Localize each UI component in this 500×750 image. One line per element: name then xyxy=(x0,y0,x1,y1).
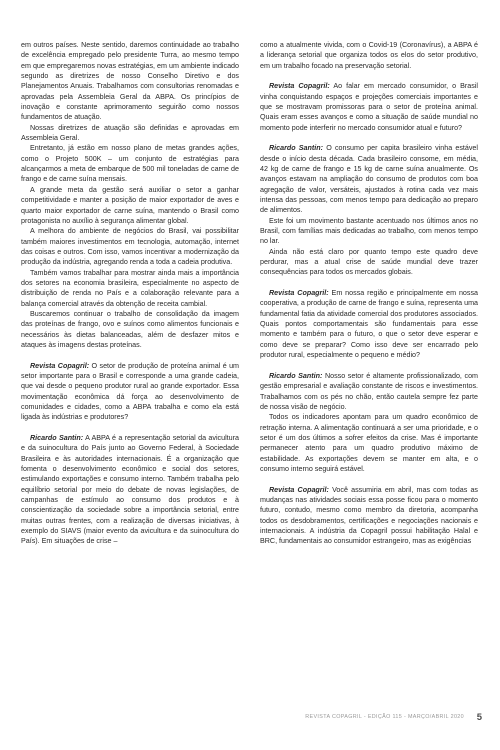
question-text: Ao falar em mercado consumidor, o Brasil vinha conquistando espaços e projeções comerciais importantes e que se mostravam promissoras para o setor de proteína animal. Quais eram esses avanços e como a situação de saúde mundial no momento pode interferir no mercado consumidor atual e futuro? xyxy=(260,82,478,132)
paragraph: Também vamos trabalhar para mostrar ainda mais a importância dos setores na economia brasileira, especialmente no aspecto de distribuição de renda no País e a colaboração relevante para a balança comercial através da obtenção de receita cambial. xyxy=(21,268,239,308)
paragraph: Nossas diretrizes de atuação são definidas e aprovadas em Assembleia Geral. xyxy=(21,123,239,143)
interviewee-label: Ricardo Santin: xyxy=(269,144,323,153)
paragraph: Buscaremos continuar o trabalho de consolidação da imagem das proteínas de frango, ovo e suínos como alimentos funcionais e necessários às dietas balanceadas, além de desfazer mitos e ataques às imagens destas proteínas. xyxy=(21,309,239,349)
question-text: Em nossa região e principalmente em nossa cooperativa, a produção de carne de frango e suína, representa uma fundamental fatia da atividade comercial dos produtores associados. Quais pontos comportamentais são fundamentais para esse momento e também para o futuro, o que o setor deve esperar e como deve se preparar? Como isso deve ser encarrado pelo produtor rural, especialmente o pequeno e médio? xyxy=(260,289,478,360)
paragraph: Todos os indicadores apontam para um quadro econômico de retração interna. A alimentação continuará a ser uma prioridade, e o setor é um dos últimos a sofrer efeitos da crise. Mas é importante permanecer atento para um quadro produtivo máximo de estabilidade. As exportações devem se manter em alta, e o consumo interno seguirá estável. xyxy=(260,413,478,473)
answer-text: Nosso setor é altamente profissionalizado, com gestão empresarial e avaliação constante de riscos e investimentos. Trabalhamos com os pés no chão, então cautela sempre fez parte de nossa visão de negócio. xyxy=(260,371,478,411)
paragraph: Este foi um movimento bastante acentuado nos últimos anos no Brasil, com famílias mais dedicadas ao trabalho, com menos tempo no lar. xyxy=(260,216,478,246)
page-footer xyxy=(0,713,500,725)
interviewer-label: Revista Copagril: xyxy=(269,289,329,298)
interview-question xyxy=(260,81,478,133)
page-number: 5 xyxy=(476,712,482,723)
answer-text: A ABPA é a representação setorial da avicultura e da suinocultura do País junto ao Governo Federal, à Sociedade Brasileira e às autoridades internacionais. É a organização que fomenta o desenvolvimento econômico e social dos setores, estimulando exportações e consumo interno. Também trabalha pelo equilíbrio setorial por meio do debate de novas legislações, de campanhas de estímulo ao consumo dos produtos e à conscientização da sociedade sobre a importância setorial, entre muitas outras frentes, com a realização de diversas iniciativas, à exemplo do SIAVS (maior evento da avicultura e da suinocultura do País). Em situações de crise – xyxy=(21,433,239,546)
publication-info: REVISTA COPAGRIL - EDIÇÃO 115 - MARÇO/ABRIL 2020 xyxy=(305,714,464,720)
right-column xyxy=(260,40,478,547)
paragraph: Entretanto, já estão em nosso plano de metas grandes ações, como o Projeto 500K – um conjunto de estratégias para alcançarmos a meta de embarque de 500 mil toneladas de carne de frango e de carne suína mensais. xyxy=(21,144,239,184)
interview-question xyxy=(260,288,478,360)
interview-question xyxy=(21,361,239,423)
paragraph: A melhora do ambiente de negócios do Brasil, vai possibilitar também maiores investimentos em tecnologia, automação, internet das coisas e outros. Com isso, vamos incentivar a modernização da produção da indústria, agregando renda a toda a cadeia produtiva. xyxy=(21,227,239,267)
interviewer-label: Revista Copagril: xyxy=(269,485,329,494)
interview-answer xyxy=(260,371,478,412)
interviewee-label: Ricardo Santin: xyxy=(269,371,323,380)
interviewer-label: Revista Copagril: xyxy=(30,361,90,370)
answer-text: O consumo per capita brasileiro vinha estável desde o início desta década. Cada brasileiro consome, em média, 42 kg de carne de frango e 15 kg de carne suína anualmente. Os avanços estavam na ampliação do consumo de produtos com boa agregação de valor, versáteis, ajustados à rotina cada vez mais intensa das pessoas, com menos tempo para dedicação ao preparo de alimentos. xyxy=(260,144,478,215)
interviewee-label: Ricardo Santin: xyxy=(30,433,84,442)
paragraph: em outros países. Neste sentido, daremos continuidade ao trabalho de excelência empregado pelo presidente Turra, ao mesmo tempo em que empregaremos novas estratégias, em um ambiente indicado segundo as diretrizes de nosso Conselho Diretivo e dos Planejamentos Anuais. Trabalhamos com consultorias renomadas e aprovadas pela Assembleia Geral da ABPA. Os princípios de inovação e constante aprimoramento seguirão como nossos fundamentos de atuação. xyxy=(21,41,239,122)
left-column xyxy=(21,40,239,547)
interview-answer xyxy=(260,143,478,215)
question-text: O setor de produção de proteína animal é um setor importante para o Brasil e corresponde a uma grande cadeia, que vai desde o pequeno produtor rural ao grande exportador. Essa movimentação econômica dá força ao desenvolvimento de comunidades e cidades, como a ABPA trabalha e como ela está ligada às indústrias e produtores? xyxy=(21,361,239,422)
interviewer-label: Revista Copagril: xyxy=(269,82,330,91)
interview-answer xyxy=(21,433,239,547)
interview-question xyxy=(260,485,478,547)
paragraph: A grande meta da gestão será auxiliar o setor a ganhar competitividade e manter a posição de maior exportador de aves e quarto maior exportador de carne suína, mantendo o Brasil como protagonista no auxílio à segurança alimentar global. xyxy=(21,185,239,225)
paragraph: Ainda não está claro por quanto tempo este quadro deve perdurar, mas a atual crise de saúde mundial deve trazer consequências para todos os mercados globais. xyxy=(260,247,478,277)
paragraph: como a atualmente vivida, com o Covid-19 (Coronavírus), a ABPA é a liderança setorial que organiza todos os elos do setor produtivo, em um trabalho focado na preservação setorial. xyxy=(260,41,478,70)
question-text: Você assumiria em abril, mas com todas as mudanças nas atividades sociais essa posse ficou para o momento futuro, contudo, mesmo como membro da diretoria, acompanha todos os desdobramentos, certificações e negociações nacionais e internacionais. A indústria da Copagril possui habilitação Halal e BRC, fundamentais ao consumidor estrangeiro, mas as exigências xyxy=(260,485,478,546)
